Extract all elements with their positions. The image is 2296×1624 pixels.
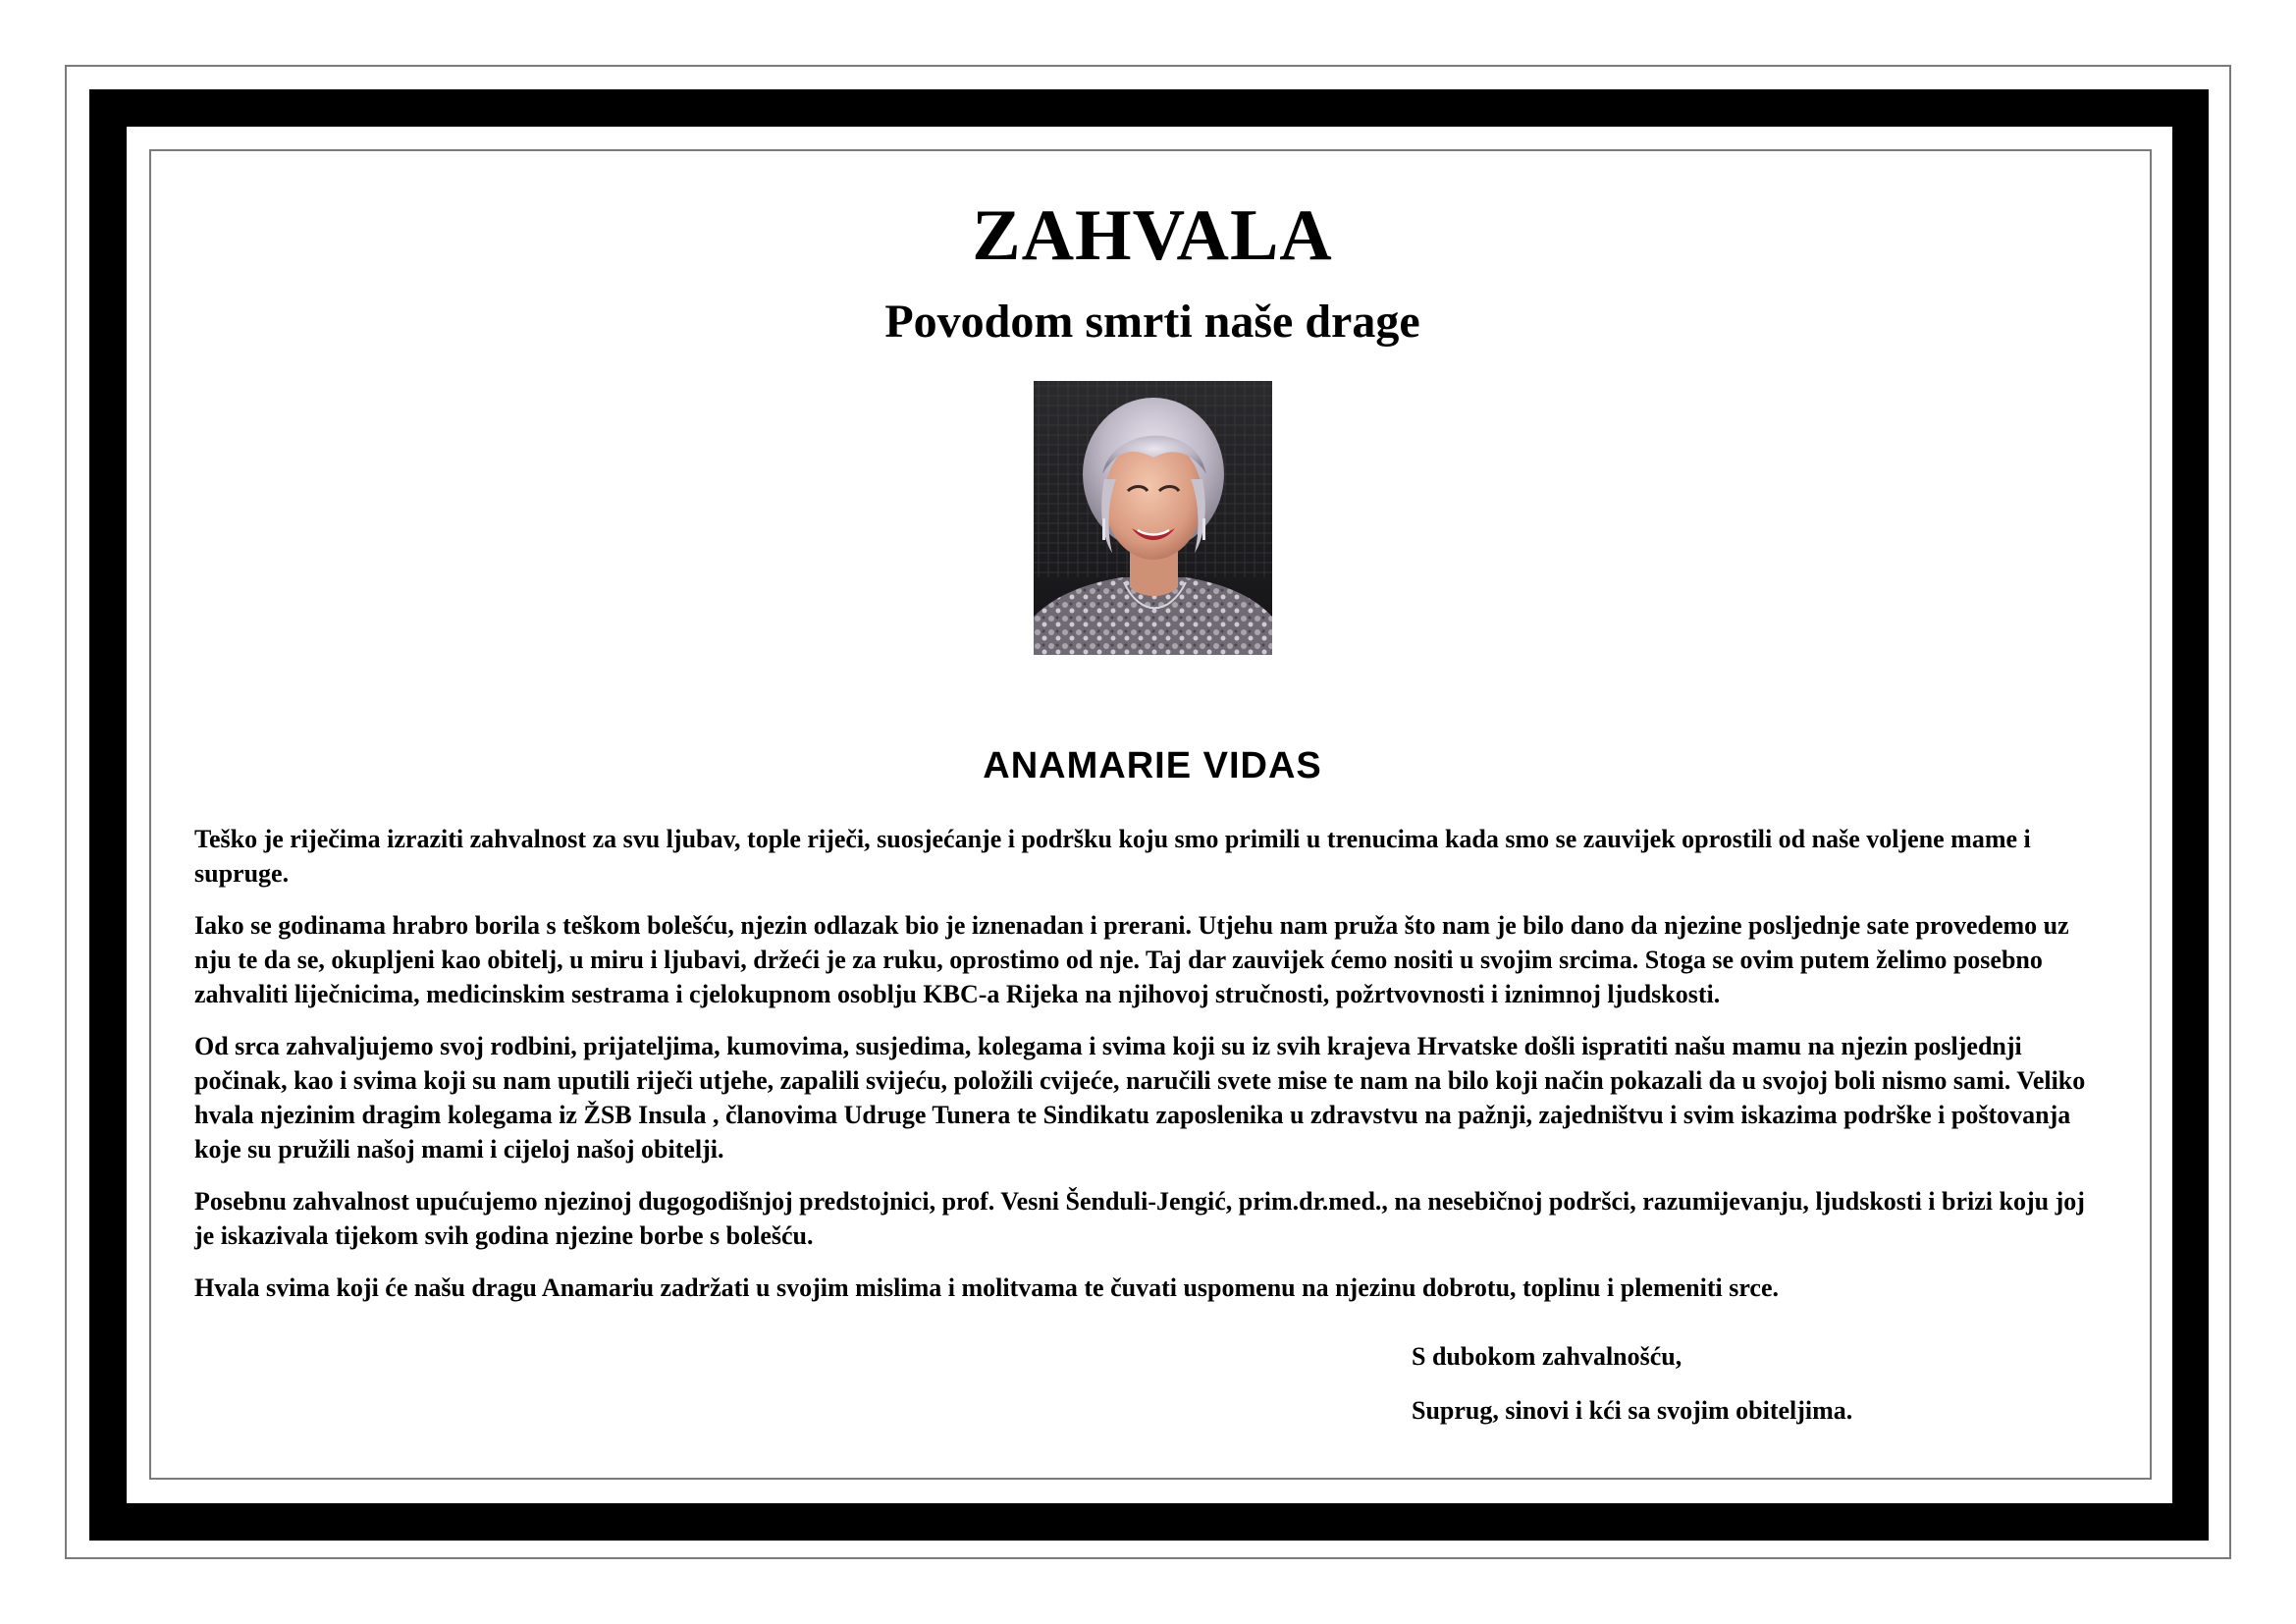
notice-title: ZAHVALA	[972, 195, 1333, 276]
closing-signature: Suprug, sinovi i kći sa svojim obiteljima.	[1412, 1396, 1853, 1425]
paragraph-family-and-friends: Od srca zahvaljujemo svoj rodbini, prijateljima, kumovima, susjedima, kolegama i svima koji su iz svih krajeva Hrvatske došli ispratiti našu mamu na njezin posljednji počinak, kao i svima koji su nam uputili riječi utjehe, zapalili svijeću, položili cvijeće, naručili svete mise te nam na bilo koji način pokazali da u svojoj boli nismo sami. Veliko hvala njezinim dragim kolegama iz ŽSB Insula , članovima Udruge Tunera te Sindikatu zaposlenika u zdravstvu na pažnji, zajedništvu i svim iskazima podrške i poštovanja koje su pružili našoj mami i cijeloj našoj obitelji.	[194, 1032, 2086, 1164]
woman-portrait-photo-icon	[1034, 381, 1272, 655]
closing-greeting: S dubokom zahvalnošću,	[1412, 1342, 1682, 1371]
deceased-name: ANAMARIE VIDAS	[983, 745, 1322, 786]
notice-content	[194, 187, 2110, 1305]
paragraph-illness-and-hospital: Iako se godinama hrabro borila s teškom bolešću, njezin odlazak bio je iznenadan i prerani. Utjehu nam pruža što nam je bilo dano da njezine posljednje sate provedemo uz nju te da se, okupljeni kao obitelj, u miru i ljubavi, držeći je za ruku, oprostimo od nje. Taj dar zauvijek ćemo nositi u svojim srcima. Stoga se ovim putem želimo posebno zahvaliti liječnicima, medicinskim sestrama i cjelokupnom osoblju KBC-a Rijeka na njihovoj stručnosti, požrtvovnosti i iznimnoj ljudskosti.	[194, 911, 2069, 1008]
portrait-photo	[1034, 381, 1272, 655]
notice-subtitle: Povodom smrti naše drage	[884, 296, 1420, 348]
paragraph-supervisor: Posebnu zahvalnost upućujemo njezinoj dugogodišnjoj predstojnici, prof. Vesni Šenduli-Jengić, prim.dr.med., na nesebičnoj podršci, razumijevanju, ljudskosti i brizi koju joj je iskazivala tijekom svih godina njezine borbe s bolešću.	[194, 1187, 2085, 1250]
paragraph-gratitude-intro: Teško je riječima izraziti zahvalnost za svu ljubav, tople riječi, suosjećanje i podršku koju smo primili u trenucima kada smo se zauvijek oprostili od naše voljene mame i supruge.	[194, 825, 2031, 888]
paragraph-remembrance: Hvala svima koji će našu dragu Anamariu zadržati u svojim mislima i molitvama te čuvati uspomenu na njezinu dobrotu, toplinu i plemeniti srce.	[194, 1273, 1779, 1302]
